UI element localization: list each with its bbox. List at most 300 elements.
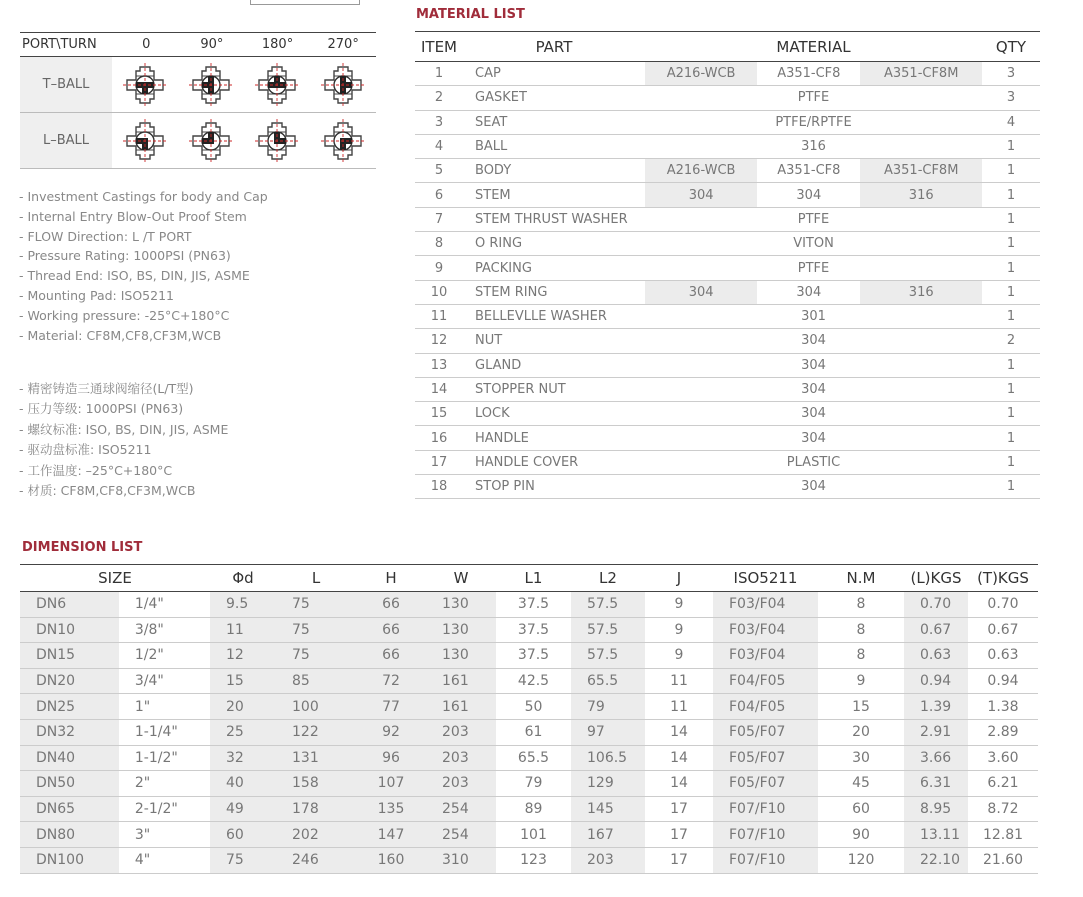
qty-value: 1 (982, 134, 1040, 158)
w-value: 130 (426, 592, 496, 618)
iso5211-value: F07/F10 (713, 847, 818, 873)
nm-value: 60 (818, 796, 904, 822)
dimension-row (20, 592, 1038, 618)
item-number: 16 (415, 426, 463, 450)
phi-d-value: 32 (210, 745, 276, 771)
j-value: 14 (645, 719, 713, 745)
j-value: 14 (645, 771, 713, 797)
l2-value: 79 (571, 694, 645, 720)
size-dn: DN32 (20, 719, 119, 745)
features-english (19, 187, 268, 345)
item-header: ITEM (415, 32, 463, 62)
feature-line: - Material: CF8M,CF8,CF3M,WCB (19, 327, 222, 343)
j-value: 9 (645, 643, 713, 669)
part-header: PART (463, 32, 645, 62)
material-cell: A351-CF8 (757, 159, 860, 183)
qty-value: 1 (982, 426, 1040, 450)
h-value: 107 (356, 771, 426, 797)
w-value: 161 (426, 668, 496, 694)
t-kgs-header: (T)KGS (968, 565, 1038, 592)
t-kgs-value: 0.67 (968, 617, 1038, 643)
qty-value: 1 (982, 402, 1040, 426)
w-header: W (426, 565, 496, 592)
qty-value: 1 (982, 207, 1040, 231)
iso5211-value: F04/F05 (713, 694, 818, 720)
iso5211-value: F05/F07 (713, 745, 818, 771)
t-ball-270-icon (321, 63, 365, 107)
material-cell: A216-WCB (645, 159, 757, 183)
size-dn: DN25 (20, 694, 119, 720)
phi-d-value: 20 (210, 694, 276, 720)
feature-line: - Investment Castings for body and Cap (19, 189, 268, 204)
l-ball-90-icon (189, 119, 233, 163)
l1-value: 101 (496, 822, 571, 848)
material-cell: A351-CF8 (757, 62, 860, 86)
t-kgs-value: 12.81 (968, 822, 1038, 848)
dimension-row (20, 643, 1038, 669)
l1-value: 42.5 (496, 668, 571, 694)
part-name: O RING (463, 232, 645, 256)
l2-value: 57.5 (571, 592, 645, 618)
material-cell: 316 (860, 183, 982, 207)
material-row (415, 426, 1040, 450)
dimension-table (20, 564, 1038, 874)
w-value: 254 (426, 822, 496, 848)
part-name: STOP PIN (463, 475, 645, 499)
part-name: STEM (463, 183, 645, 207)
iso5211-value: F03/F04 (713, 643, 818, 669)
material-cell: 304 (645, 475, 982, 499)
dimension-header-row (20, 565, 1038, 592)
turn-0-header: 0 (142, 37, 151, 52)
l-header: L (276, 565, 356, 592)
h-value: 147 (356, 822, 426, 848)
t-kgs-value: 0.63 (968, 643, 1038, 669)
l-kgs-value: 3.66 (904, 745, 968, 771)
qty-value: 1 (982, 450, 1040, 474)
t-kgs-value: 2.89 (968, 719, 1038, 745)
material-cell: VITON (645, 232, 982, 256)
size-header: SIZE (20, 565, 210, 592)
h-value: 66 (356, 643, 426, 669)
item-number: 7 (415, 207, 463, 231)
size-inch: 1/4" (119, 592, 210, 618)
item-number: 10 (415, 280, 463, 304)
turn-180-header: 180° (261, 37, 294, 52)
feature-line-cn: - 精密铸造三通球阀缩径(L/T型) (19, 381, 194, 396)
size-inch: 1-1/2" (119, 745, 210, 771)
item-number: 5 (415, 159, 463, 183)
l-ball-180-icon (255, 119, 299, 163)
item-number: 17 (415, 450, 463, 474)
material-cell: A351-CF8M (860, 62, 982, 86)
part-name: GASKET (463, 86, 645, 110)
dimension-row (20, 771, 1038, 797)
l1-value: 89 (496, 796, 571, 822)
w-value: 203 (426, 771, 496, 797)
phi-d-value: 9.5 (210, 592, 276, 618)
feature-line: - Working pressure: -25°C+180°C (19, 307, 230, 323)
item-number: 15 (415, 402, 463, 426)
item-number: 13 (415, 353, 463, 377)
t-kgs-value: 0.70 (968, 592, 1038, 618)
material-list-title: MATERIAL LIST (416, 7, 525, 22)
l2-header: L2 (571, 565, 645, 592)
material-row (415, 304, 1040, 328)
port-turn-table (20, 32, 376, 169)
size-dn: DN100 (20, 847, 119, 873)
nm-value: 90 (818, 822, 904, 848)
item-number: 11 (415, 304, 463, 328)
j-value: 17 (645, 822, 713, 848)
feature-line-cn: - 压力等级: 1000PSI (PN63) (19, 401, 184, 417)
material-cell: A216-WCB (645, 62, 757, 86)
t-ball-90-icon (189, 63, 233, 107)
w-value: 254 (426, 796, 496, 822)
feature-line-cn: - 驱动盘标准: ISO5211 (19, 442, 152, 458)
iso5211-value: F07/F10 (713, 822, 818, 848)
material-cell: 304 (645, 280, 757, 304)
l1-value: 37.5 (496, 643, 571, 669)
l-ball-label: L–BALL (20, 113, 112, 168)
l-value: 178 (276, 796, 356, 822)
qty-value: 1 (982, 353, 1040, 377)
material-row (415, 183, 1040, 207)
material-row (415, 232, 1040, 256)
l2-value: 203 (571, 847, 645, 873)
dimension-row (20, 668, 1038, 694)
j-value: 14 (645, 745, 713, 771)
feature-line: - Pressure Rating: 1000PSI (PN63) (19, 248, 231, 264)
part-name: GLAND (463, 353, 645, 377)
qty-value: 1 (982, 256, 1040, 280)
part-name: BELLEVLLE WASHER (463, 304, 645, 328)
w-value: 130 (426, 643, 496, 669)
material-row (415, 134, 1040, 158)
l-value: 158 (276, 771, 356, 797)
size-inch: 1/2" (119, 643, 210, 669)
part-name: HANDLE COVER (463, 450, 645, 474)
h-value: 66 (356, 592, 426, 618)
material-cell: 316 (860, 280, 982, 304)
nm-value: 15 (818, 694, 904, 720)
t-kgs-value: 8.72 (968, 796, 1038, 822)
h-value: 72 (356, 668, 426, 694)
qty-value: 1 (982, 377, 1040, 401)
l-kgs-value: 13.11 (904, 822, 968, 848)
material-cell: 301 (645, 304, 982, 328)
t-kgs-value: 1.38 (968, 694, 1038, 720)
dimension-table-body (20, 592, 1038, 874)
material-row (415, 450, 1040, 474)
size-dn: DN20 (20, 668, 119, 694)
item-number: 18 (415, 475, 463, 499)
size-inch: 3/8" (119, 617, 210, 643)
size-dn: DN10 (20, 617, 119, 643)
port-turn-header-label: PORT\TURN (22, 37, 97, 52)
h-header: H (356, 565, 426, 592)
material-cell: 316 (645, 134, 982, 158)
iso5211-value: F03/F04 (713, 592, 818, 618)
l-kgs-value: 8.95 (904, 796, 968, 822)
part-name: HANDLE (463, 426, 645, 450)
l2-value: 167 (571, 822, 645, 848)
l1-value: 50 (496, 694, 571, 720)
phi-d-value: 12 (210, 643, 276, 669)
qty-value: 3 (982, 62, 1040, 86)
l-value: 75 (276, 617, 356, 643)
t-ball-0-icon (123, 63, 167, 107)
phi-d-value: 25 (210, 719, 276, 745)
w-value: 130 (426, 617, 496, 643)
nm-value: 9 (818, 668, 904, 694)
l-kgs-value: 0.63 (904, 643, 968, 669)
h-value: 135 (356, 796, 426, 822)
feature-line: - FLOW Direction: L /T PORT (19, 228, 192, 244)
j-value: 11 (645, 694, 713, 720)
l-value: 246 (276, 847, 356, 873)
phi-d-header: Φd (210, 565, 276, 592)
material-row (415, 207, 1040, 231)
size-dn: DN15 (20, 643, 119, 669)
feature-line: - Thread End: ISO, BS, DIN, JIS, ASME (19, 268, 250, 284)
material-cell: 304 (645, 353, 982, 377)
j-value: 11 (645, 668, 713, 694)
qty-value: 1 (982, 475, 1040, 499)
qty-value: 2 (982, 329, 1040, 353)
item-number: 4 (415, 134, 463, 158)
l-value: 131 (276, 745, 356, 771)
material-row (415, 329, 1040, 353)
size-dn: DN65 (20, 796, 119, 822)
material-cell: PLASTIC (645, 450, 982, 474)
nm-value: 8 (818, 592, 904, 618)
material-cell: PTFE/RPTFE (645, 110, 982, 134)
turn-90-header: 90° (200, 37, 224, 52)
l1-value: 61 (496, 719, 571, 745)
material-row (415, 353, 1040, 377)
part-name: BODY (463, 159, 645, 183)
l2-value: 57.5 (571, 643, 645, 669)
l-value: 202 (276, 822, 356, 848)
item-number: 14 (415, 377, 463, 401)
size-dn: DN40 (20, 745, 119, 771)
size-inch: 4" (119, 847, 210, 873)
feature-line-cn: - 螺纹标准: ISO, BS, DIN, JIS, ASME (19, 421, 229, 437)
l-kgs-value: 1.39 (904, 694, 968, 720)
material-cell: PTFE (645, 256, 982, 280)
j-value: 17 (645, 796, 713, 822)
dimension-row (20, 796, 1038, 822)
part-name: STOPPER NUT (463, 377, 645, 401)
dimension-row (20, 617, 1038, 643)
part-name: PACKING (463, 256, 645, 280)
item-number: 3 (415, 110, 463, 134)
material-table-body (415, 62, 1040, 499)
nm-value: 8 (818, 617, 904, 643)
qty-value: 1 (982, 183, 1040, 207)
material-cell: 304 (757, 183, 860, 207)
material-row (415, 256, 1040, 280)
l-value: 85 (276, 668, 356, 694)
size-dn: DN50 (20, 771, 119, 797)
phi-d-value: 11 (210, 617, 276, 643)
l2-value: 106.5 (571, 745, 645, 771)
t-ball-label: T–BALL (20, 57, 112, 112)
l2-value: 97 (571, 719, 645, 745)
dimension-row (20, 745, 1038, 771)
l1-value: 65.5 (496, 745, 571, 771)
size-inch: 3" (119, 822, 210, 848)
size-dn: DN6 (20, 592, 119, 618)
w-value: 203 (426, 719, 496, 745)
part-name: BALL (463, 134, 645, 158)
qty-value: 4 (982, 110, 1040, 134)
item-number: 1 (415, 62, 463, 86)
material-cell: PTFE (645, 207, 982, 231)
iso5211-value: F03/F04 (713, 617, 818, 643)
item-number: 12 (415, 329, 463, 353)
feature-line-cn: - 材质: CF8M,CF8,CF3M,WCB (19, 483, 196, 499)
l-value: 75 (276, 643, 356, 669)
l2-value: 57.5 (571, 617, 645, 643)
material-row (415, 62, 1040, 86)
material-header: MATERIAL (645, 32, 982, 62)
iso5211-value: F05/F07 (713, 771, 818, 797)
nm-value: 8 (818, 643, 904, 669)
material-row (415, 280, 1040, 304)
qty-value: 1 (982, 232, 1040, 256)
nm-value: 30 (818, 745, 904, 771)
feature-line: - Mounting Pad: ISO5211 (19, 287, 174, 303)
l-kgs-value: 6.31 (904, 771, 968, 797)
material-cell: 304 (645, 426, 982, 450)
w-value: 310 (426, 847, 496, 873)
iso5211-value: F05/F07 (713, 719, 818, 745)
nm-header: N.M (818, 565, 904, 592)
t-kgs-value: 6.21 (968, 771, 1038, 797)
nm-value: 120 (818, 847, 904, 873)
dimension-row (20, 847, 1038, 873)
feature-line-cn: - 工作温度: –25°C+180°C (19, 462, 173, 478)
nm-value: 45 (818, 771, 904, 797)
l2-value: 65.5 (571, 668, 645, 694)
j-value: 17 (645, 847, 713, 873)
iso5211-value: F04/F05 (713, 668, 818, 694)
h-value: 160 (356, 847, 426, 873)
material-row (415, 110, 1040, 134)
material-row (415, 86, 1040, 110)
material-cell: 304 (645, 183, 757, 207)
material-cell: PTFE (645, 86, 982, 110)
item-number: 8 (415, 232, 463, 256)
dimension-row (20, 822, 1038, 848)
l-kgs-value: 0.67 (904, 617, 968, 643)
t-ball-row (20, 57, 376, 113)
j-header: J (645, 565, 713, 592)
l-kgs-value: 0.94 (904, 668, 968, 694)
l1-value: 37.5 (496, 617, 571, 643)
material-cell: 304 (645, 377, 982, 401)
t-kgs-value: 0.94 (968, 668, 1038, 694)
l1-header: L1 (496, 565, 571, 592)
phi-d-value: 40 (210, 771, 276, 797)
size-inch: 1-1/4" (119, 719, 210, 745)
dimension-list-title: DIMENSION LIST (22, 540, 143, 555)
material-header-row (415, 32, 1040, 62)
t-ball-180-icon (255, 63, 299, 107)
l1-value: 37.5 (496, 592, 571, 618)
item-number: 9 (415, 256, 463, 280)
port-turn-header (20, 32, 376, 57)
size-inch: 2" (119, 771, 210, 797)
qty-header: QTY (982, 32, 1040, 62)
material-cell: 304 (645, 402, 982, 426)
size-dn: DN80 (20, 822, 119, 848)
l1-value: 79 (496, 771, 571, 797)
part-name: NUT (463, 329, 645, 353)
size-inch: 2-1/2" (119, 796, 210, 822)
h-value: 66 (356, 617, 426, 643)
l-kgs-value: 2.91 (904, 719, 968, 745)
part-name: SEAT (463, 110, 645, 134)
phi-d-value: 60 (210, 822, 276, 848)
l2-value: 129 (571, 771, 645, 797)
qty-value: 1 (982, 304, 1040, 328)
l1-value: 123 (496, 847, 571, 873)
l-kgs-header: (L)KGS (904, 565, 968, 592)
phi-d-value: 49 (210, 796, 276, 822)
w-value: 161 (426, 694, 496, 720)
iso5211-header: ISO5211 (713, 565, 818, 592)
size-inch: 1" (119, 694, 210, 720)
h-value: 96 (356, 745, 426, 771)
material-cell: A351-CF8M (860, 159, 982, 183)
top-frame-stub (250, 0, 360, 5)
item-number: 2 (415, 86, 463, 110)
h-value: 92 (356, 719, 426, 745)
j-value: 9 (645, 617, 713, 643)
dimension-row (20, 694, 1038, 720)
dimension-row (20, 719, 1038, 745)
material-cell: 304 (757, 280, 860, 304)
features-chinese (19, 379, 228, 501)
t-kgs-value: 21.60 (968, 847, 1038, 873)
material-row (415, 159, 1040, 183)
part-name: STEM RING (463, 280, 645, 304)
t-kgs-value: 3.60 (968, 745, 1038, 771)
material-table (415, 31, 1040, 499)
l-value: 122 (276, 719, 356, 745)
j-value: 9 (645, 592, 713, 618)
w-value: 203 (426, 745, 496, 771)
l-ball-row (20, 113, 376, 169)
iso5211-value: F07/F10 (713, 796, 818, 822)
material-cell: 304 (645, 329, 982, 353)
qty-value: 1 (982, 159, 1040, 183)
item-number: 6 (415, 183, 463, 207)
phi-d-value: 15 (210, 668, 276, 694)
material-row (415, 402, 1040, 426)
l-ball-0-icon (123, 119, 167, 163)
material-row (415, 475, 1040, 499)
feature-line: - Internal Entry Blow-Out Proof Stem (19, 208, 247, 224)
material-row (415, 377, 1040, 401)
l2-value: 145 (571, 796, 645, 822)
l-ball-270-icon (321, 119, 365, 163)
qty-value: 3 (982, 86, 1040, 110)
part-name: STEM THRUST WASHER (463, 207, 645, 231)
